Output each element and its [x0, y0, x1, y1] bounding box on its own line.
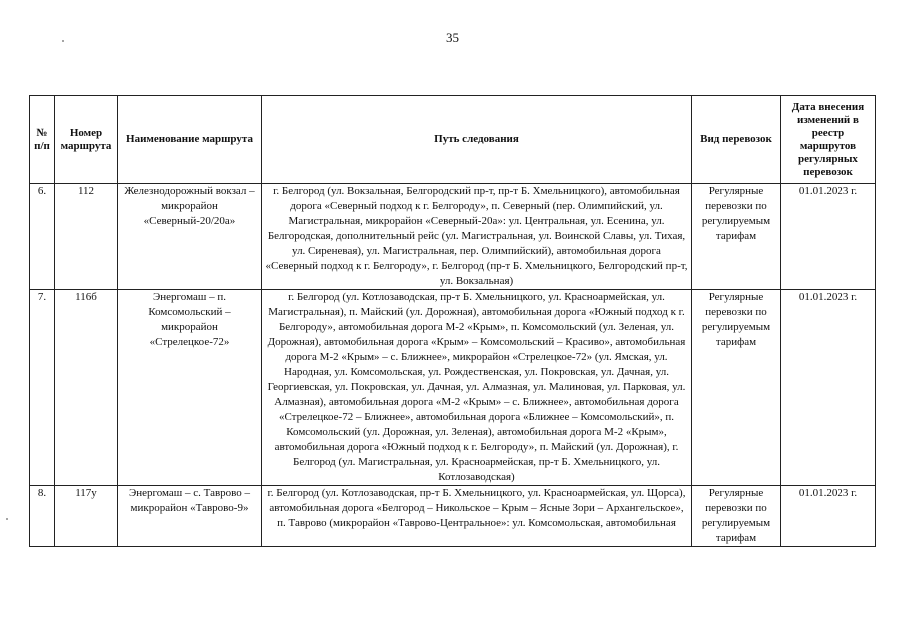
header-route-name: Наименование маршрута — [118, 96, 262, 184]
row-route-number: 112 — [55, 184, 118, 290]
header-no: № п/п — [30, 96, 55, 184]
row-no: 6. — [30, 184, 55, 290]
row-no: 7. — [30, 290, 55, 486]
row-path: г. Белгород (ул. Вокзальная, Белгородский пр-т, пр-т Б. Хмельницкого), автомобильная дорога «Северный подход к г. Белгороду», п. Северный (пер. Олимпийский, ул. Магистральная, микрорайон «Северный-20а»: ул. Центральная, ул. Есенина, ул. Белгородская, дополнительный рейс (ул. Магистральная, ул. Воинской Славы, ул. Тихая, ул. Сиреневая), ул. Магистральная, пер. Олимпийский), автомобильная дорога «Северный подход к г. Белгороду», г. Белгород (пр-т Б. Хмельницкого, Белгородский пр-т, ул. Вокзальная) — [262, 184, 692, 290]
table-row — [30, 184, 876, 290]
row-transport-type: Регулярные перевозки по регулируемым тарифам — [692, 184, 781, 290]
header-date: Дата внесения изменений в реестр маршрутов регулярных перевозок — [781, 96, 876, 184]
routes-table — [29, 95, 876, 547]
row-date: 01.01.2023 г. — [781, 290, 876, 486]
row-date: 01.01.2023 г. — [781, 486, 876, 547]
scan-speck — [62, 40, 64, 42]
page-number: 35 — [446, 30, 459, 45]
header-route-number: Номер маршрута — [55, 96, 118, 184]
header-path: Путь следования — [262, 96, 692, 184]
row-route-name: Железнодорожный вокзал – микрорайон «Северный-20/20а» — [118, 184, 262, 290]
row-transport-type: Регулярные перевозки по регулируемым тарифам — [692, 290, 781, 486]
row-transport-type: Регулярные перевозки по регулируемым тарифам — [692, 486, 781, 547]
row-path: г. Белгород (ул. Котлозаводская, пр-т Б. Хмельницкого, ул. Красноармейская, ул. Щорса), автомобильная дорога «Белгород – Никольское – Крым – Ясные Зори – Архангельское», п. Таврово (микрорайон «Таврово-Центральное»: ул. Комсомольская, автомобильная — [262, 486, 692, 547]
row-route-number: 116б — [55, 290, 118, 486]
row-date: 01.01.2023 г. — [781, 184, 876, 290]
table-row — [30, 486, 876, 547]
scan-speck — [6, 518, 8, 520]
row-route-number: 117у — [55, 486, 118, 547]
row-route-name: Энергомаш – с. Таврово – микрорайон «Таврово-9» — [118, 486, 262, 547]
row-path: г. Белгород (ул. Котлозаводская, пр-т Б. Хмельницкого, ул. Красноармейская, ул. Магистральная), п. Майский (ул. Дорожная), автомобильная дорога «Южный подход к г. Белгороду», автомобильная дорога М-2 «Крым», п. Комсомольский (ул. Зеленая, ул. Дорожная), автомобильная дорога «Крым» – Комсомольский – Красиво», автомобильная дорога М-2 «Крым» – с. Ближнее», микрорайон «Стрелецкое-72» (ул. Ямская, ул. Народная, ул. Комсомольская, ул. Рождественская, ул. Покровская, ул. Дачная, ул. Георгиевская, ул. Покровская, ул. Дачная, ул. Алмазная, ул. Малиновая, ул. Парковая, ул. Алмазная), автомобильная дорога «М-2 «Крым» – с. Ближнее», автомобильная дорога «Стрелецкое-72 – Ближнее», автомобильная дорога «Ближнее – Комсомольский», п. Комсомольский (ул. Дорожная, ул. Зеленая), автомобильная дорога М-2 «Крым», автомобильная дорога «Южный подход к г. Белгороду», п. Майский (ул. Дорожная), г. Белгород (ул. Магистральная, ул. Красноармейская, пр-т Б. Хмельницкого, ул. Котлозаводская) — [262, 290, 692, 486]
row-no: 8. — [30, 486, 55, 547]
table-row — [30, 290, 876, 486]
row-route-name: Энергомаш – п. Комсомольский – микрорайон «Стрелецкое-72» — [118, 290, 262, 486]
table-header-row — [30, 96, 876, 184]
header-transport-type: Вид перевозок — [692, 96, 781, 184]
